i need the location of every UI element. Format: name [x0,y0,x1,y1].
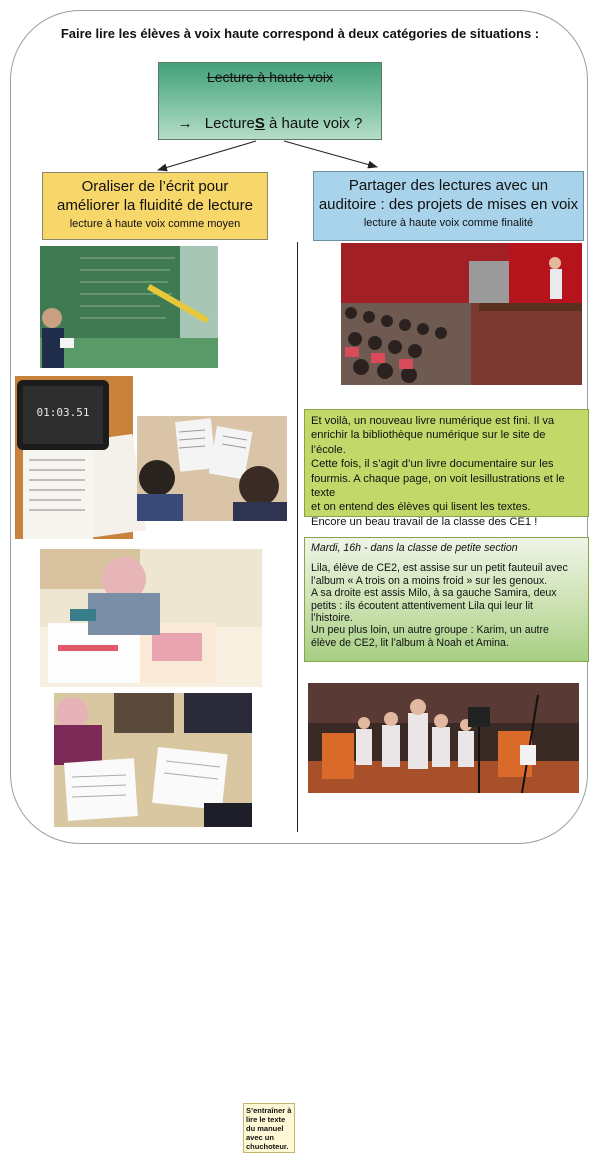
students-writing-photo [54,693,252,827]
purpose-category-box [313,171,584,241]
note-line: Et voilà, un nouveau livre numérique est fini. Il va [311,415,555,427]
page-title: Faire lire les élèves à voix haute correspond à deux catégories de situations : [60,26,540,41]
struck-title: Lecture à haute voix [206,69,334,85]
timer-readout: 01:03.51 [36,406,90,419]
story-line: élève de CE2, lit l’album à Noah et Amina. [311,636,509,649]
stage-audience-photo [341,243,582,385]
question-post: à haute voix ? [264,115,363,132]
story-heading: Mardi, 16h - dans la classe de petite section [311,542,518,554]
story-line: l’album « A trois on a moins froid » sur les genoux. [311,574,548,587]
story-line: Un peu plus loin, un autre groupe : Karim, un autre [311,624,549,637]
purpose-subtitle: lecture à haute voix comme finalité [363,217,534,229]
note-line: enrichir la bibliothèque numérique sur le site de l’école. [311,429,546,456]
story-line: Lila, élève de CE2, est assise sur un petit fauteuil avec [311,562,568,575]
students-sheets-photo [137,416,287,521]
means-subtitle: lecture à haute voix comme moyen [69,218,241,230]
stage-performance-photo [308,683,579,793]
note-line: Encore un beau travail de la classe des CE1 ! [311,515,538,528]
whisper-tip-note: S’entraîner à lire le texte du manuel avec un chuchoteur. [243,1103,295,1153]
ipad-timer-photo [15,376,133,539]
arrow-right-icon: → [177,115,193,132]
chalkboard-photo [40,246,218,368]
note-line: Cette fois, il s’agit d’un livre documentaire sur les [311,458,554,471]
purpose-title-line2: auditoire : des projets de mises en voix [318,196,579,213]
classroom-story-box [304,537,589,662]
story-line: A sa droite est assis Milo, à sa gauche Samira, deux [311,587,557,600]
question-bold-s: S [254,115,265,132]
means-title-line1: Oraliser de l’écrit pour [81,178,229,195]
means-category-box [42,172,268,240]
story-line: l’histoire. [311,612,353,625]
note-line: fourmis. A chaque page, on voit lesillustrations et le texte [311,472,565,500]
means-title-line2: améliorer la fluidité de lecture [57,197,253,214]
whisper-phone-photo [40,549,292,1151]
digital-book-note [304,409,589,528]
question-pre: Lecture [204,115,255,132]
purpose-title-line1: Partager des lectures avec un [348,177,549,194]
arrow-left [158,141,256,170]
note-line: et on entend des élèves qui lisent les textes. [311,501,531,514]
column-divider [297,242,298,832]
arrow-right [284,141,377,167]
story-line: petits : ils écoutent attentivement Lila qui leur lit [311,599,533,612]
